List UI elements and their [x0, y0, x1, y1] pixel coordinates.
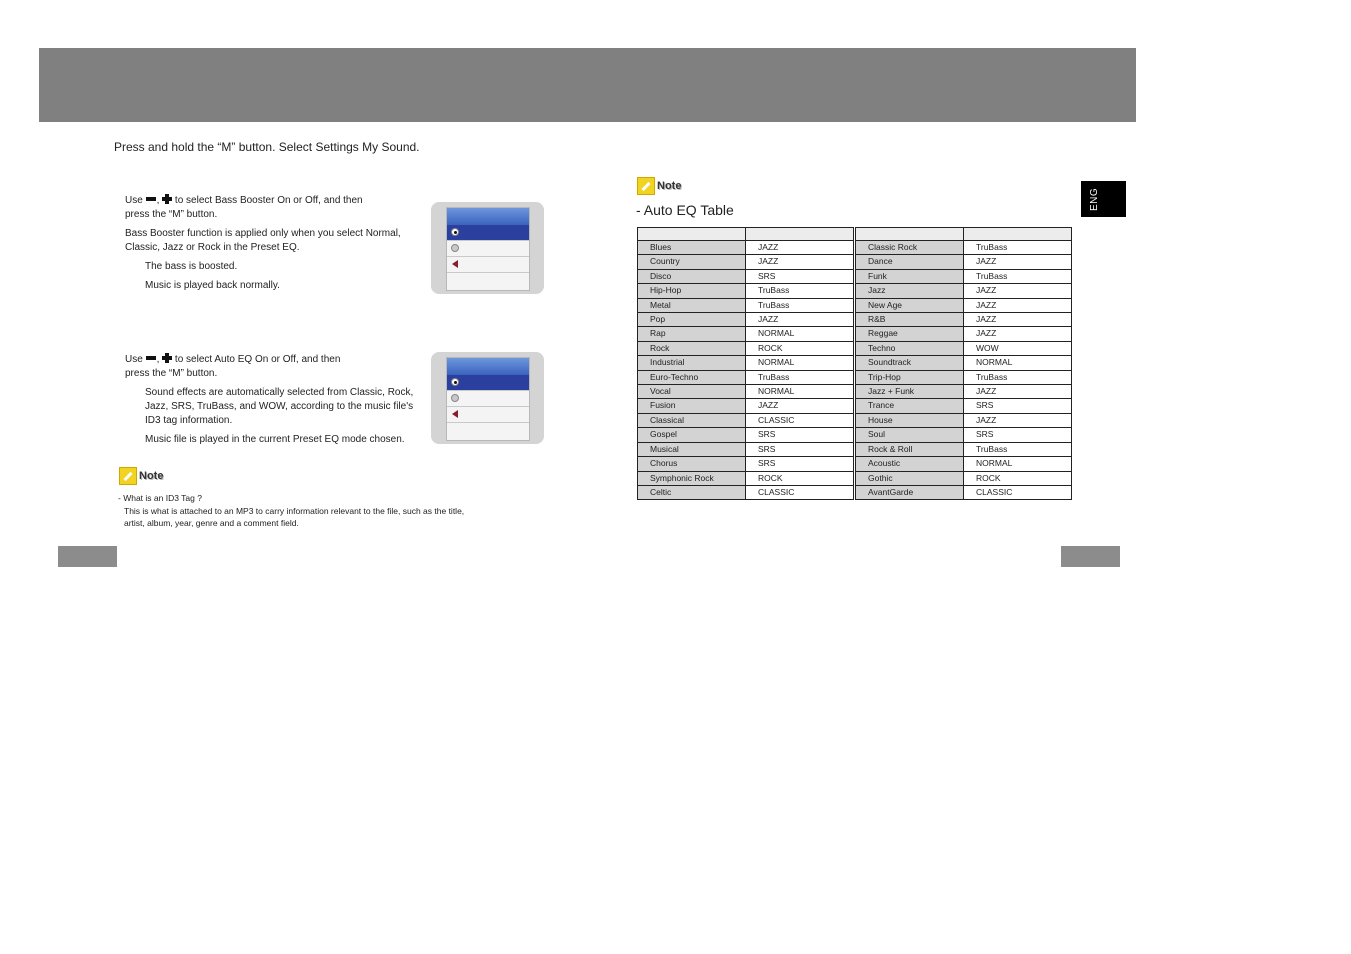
page-number-tab-left: [58, 546, 117, 567]
auto-eq-section: [125, 353, 425, 447]
device-lcd: [446, 207, 530, 291]
bass-info-line1: Bass Booster function is applied only when you select Normal,: [125, 228, 401, 239]
intro-text: Press and hold the “M” button. Select Settings My Sound.: [114, 140, 420, 154]
genre-cell: Gothic: [856, 471, 964, 485]
genre-cell: Vocal: [638, 385, 746, 399]
table-row: [638, 356, 1072, 370]
table-row: [638, 313, 1072, 327]
bass-use-rest: to select Bass Booster On or Off, and then: [174, 195, 363, 206]
id3-answer-1: This is what is attached to an MP3 to carry information relevant to the file, such as the title,: [124, 505, 465, 516]
auto-eq-table: [637, 227, 1072, 500]
eq-mode-cell: CLASSIC: [746, 413, 854, 427]
genre-cell: Reggae: [856, 327, 964, 341]
table-row: [638, 485, 1072, 499]
plus-button-icon: [162, 353, 172, 363]
note-pencil-icon: [637, 177, 655, 195]
genre-cell: Rap: [638, 327, 746, 341]
table-row: [638, 385, 1072, 399]
table-row: [638, 413, 1072, 427]
bass-use-line: Use , to select Bass Booster On or Off, and then: [125, 195, 363, 206]
genre-cell: Rock: [638, 341, 746, 355]
table-row: [638, 457, 1072, 471]
screen-option-back: [447, 407, 529, 423]
eq-mode-cell: NORMAL: [746, 356, 854, 370]
eq-mode-cell: JAZZ: [746, 255, 854, 269]
genre-cell: Industrial: [638, 356, 746, 370]
genre-cell: Musical: [638, 442, 746, 456]
autoeq-use-rest: to select Auto EQ On or Off, and then: [174, 354, 341, 365]
eq-mode-cell: JAZZ: [746, 241, 854, 255]
autoeq-use-line: Use , to select Auto EQ On or Off, and then: [125, 354, 341, 365]
genre-cell: Techno: [856, 341, 964, 355]
note-badge-right: [637, 177, 681, 195]
genre-cell: Fusion: [638, 399, 746, 413]
genre-cell: Funk: [856, 269, 964, 283]
table-row: [638, 241, 1072, 255]
table-row: [638, 269, 1072, 283]
auto-eq-table-title: - Auto EQ Table: [636, 202, 734, 218]
genre-cell: Classical: [638, 413, 746, 427]
bass-use-line2: press the “M” button.: [125, 209, 218, 220]
genre-cell: Chorus: [638, 457, 746, 471]
eq-mode-cell: NORMAL: [746, 385, 854, 399]
eq-mode-cell: TruBass: [746, 370, 854, 384]
genre-cell: Gospel: [638, 428, 746, 442]
eq-mode-cell: CLASSIC: [964, 485, 1072, 499]
autoeq-on-desc-1: Sound effects are automatically selected from Classic, Rock,: [145, 387, 414, 398]
table-row: [638, 284, 1072, 298]
eq-mode-cell: JAZZ: [964, 327, 1072, 341]
eq-mode-cell: TruBass: [964, 370, 1072, 384]
note-label: Note: [657, 180, 682, 192]
autoeq-off-desc: Music file is played in the current Preset EQ mode chosen.: [145, 434, 405, 445]
table-row: [638, 341, 1072, 355]
eq-mode-cell: WOW: [964, 341, 1072, 355]
device-lcd: [446, 357, 530, 441]
genre-cell: Hip-Hop: [638, 284, 746, 298]
eq-mode-cell: NORMAL: [964, 356, 1072, 370]
genre-cell: Blues: [638, 241, 746, 255]
eq-mode-cell: SRS: [746, 457, 854, 471]
genre-cell: Trip-Hop: [856, 370, 964, 384]
table-row: [638, 255, 1072, 269]
genre-cell: AvantGarde: [856, 485, 964, 499]
table-row: [638, 298, 1072, 312]
screen-title-bar: [447, 208, 529, 225]
eq-mode-cell: TruBass: [746, 284, 854, 298]
eq-mode-cell: SRS: [746, 269, 854, 283]
genre-cell: Dance: [856, 255, 964, 269]
genre-cell: Disco: [638, 269, 746, 283]
eq-mode-cell: JAZZ: [746, 399, 854, 413]
plus-button-icon: [162, 194, 172, 204]
screen-option-off: [447, 241, 529, 257]
language-label: ENG: [1089, 187, 1100, 211]
genre-cell: Country: [638, 255, 746, 269]
note-pencil-icon: [119, 467, 137, 485]
eq-mode-cell: TruBass: [964, 241, 1072, 255]
header-bar: [39, 48, 1136, 122]
eq-mode-cell: JAZZ: [964, 385, 1072, 399]
eq-mode-cell: JAZZ: [964, 313, 1072, 327]
eq-mode-cell: JAZZ: [964, 284, 1072, 298]
eq-mode-cell: NORMAL: [964, 457, 1072, 471]
autoeq-on-desc-3: ID3 tag information.: [145, 415, 233, 426]
eq-mode-cell: SRS: [964, 399, 1072, 413]
genre-cell: Celtic: [638, 485, 746, 499]
bass-use-word: Use: [125, 195, 143, 206]
genre-cell: R&B: [856, 313, 964, 327]
genre-cell: Soundtrack: [856, 356, 964, 370]
genre-cell: Rock & Roll: [856, 442, 964, 456]
autoeq-on-desc-2: Jazz, SRS, TruBass, and WOW, according to the music file's: [145, 401, 414, 412]
eq-mode-cell: JAZZ: [964, 413, 1072, 427]
back-arrow-icon: [452, 260, 458, 268]
screen-title-bar: [447, 358, 529, 375]
id3-answer-2: artist, album, year, genre and a comment field.: [124, 518, 299, 528]
autoeq-use-word: Use: [125, 354, 143, 365]
genre-cell: House: [856, 413, 964, 427]
id3-note: [118, 492, 464, 530]
note-badge-left: [119, 467, 163, 485]
screen-option-back: [447, 257, 529, 273]
radio-unselected-icon: [451, 394, 459, 402]
genre-cell: Euro-Techno: [638, 370, 746, 384]
language-tab: [1081, 181, 1126, 217]
eq-mode-cell: ROCK: [746, 341, 854, 355]
table-row: [638, 370, 1072, 384]
table-header-row: [638, 228, 1072, 241]
page-number-tab-right: [1061, 546, 1120, 567]
genre-cell: Acoustic: [856, 457, 964, 471]
table-row: [638, 471, 1072, 485]
screen-option-on: [447, 375, 529, 391]
genre-cell: Symphonic Rock: [638, 471, 746, 485]
auto-eq-table-body: [638, 241, 1072, 500]
eq-mode-cell: JAZZ: [964, 255, 1072, 269]
eq-mode-cell: TruBass: [964, 269, 1072, 283]
bass-on-desc: The bass is boosted.: [145, 261, 238, 272]
table-row: [638, 327, 1072, 341]
bass-booster-device-screen: [431, 202, 544, 294]
table-row: [638, 442, 1072, 456]
auto-eq-device-screen: [431, 352, 544, 444]
eq-mode-cell: SRS: [964, 428, 1072, 442]
genre-cell: New Age: [856, 298, 964, 312]
eq-mode-cell: ROCK: [746, 471, 854, 485]
genre-cell: Classic Rock: [856, 241, 964, 255]
radio-selected-icon: [451, 378, 459, 386]
back-arrow-icon: [452, 410, 458, 418]
eq-mode-cell: TruBass: [964, 442, 1072, 456]
screen-option-on: [447, 225, 529, 241]
eq-mode-cell: JAZZ: [964, 298, 1072, 312]
genre-cell: Jazz: [856, 284, 964, 298]
table-row: [638, 399, 1072, 413]
eq-mode-cell: TruBass: [746, 298, 854, 312]
bass-off-desc: Music is played back normally.: [145, 280, 280, 291]
genre-cell: Soul: [856, 428, 964, 442]
genre-cell: Trance: [856, 399, 964, 413]
screen-option-off: [447, 391, 529, 407]
minus-button-icon: [146, 197, 156, 201]
eq-mode-cell: NORMAL: [746, 327, 854, 341]
eq-mode-cell: CLASSIC: [746, 485, 854, 499]
bass-info-line2: Classic, Jazz or Rock in the Preset EQ.: [125, 242, 300, 253]
id3-question: - What is an ID3 Tag ?: [118, 493, 202, 503]
genre-cell: Pop: [638, 313, 746, 327]
eq-mode-cell: ROCK: [964, 471, 1072, 485]
note-label: Note: [139, 470, 164, 482]
eq-mode-cell: JAZZ: [746, 313, 854, 327]
autoeq-use-line2: press the “M” button.: [125, 368, 218, 379]
eq-mode-cell: SRS: [746, 442, 854, 456]
radio-unselected-icon: [451, 244, 459, 252]
table-row: [638, 428, 1072, 442]
genre-cell: Metal: [638, 298, 746, 312]
genre-cell: Jazz + Funk: [856, 385, 964, 399]
eq-mode-cell: SRS: [746, 428, 854, 442]
radio-selected-icon: [451, 228, 459, 236]
bass-booster-section: [125, 194, 425, 293]
minus-button-icon: [146, 356, 156, 360]
